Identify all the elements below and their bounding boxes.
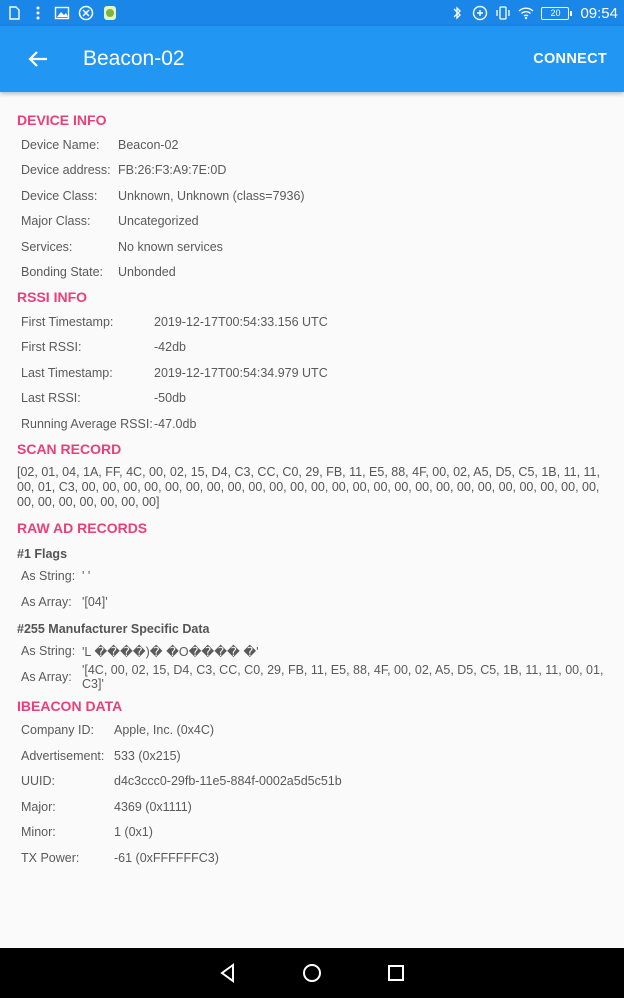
info-row (17, 589, 617, 615)
info-value: -61 (0xFFFFFFC3) (114, 850, 219, 865)
section-title-device-info: DEVICE INFO (17, 112, 107, 128)
info-label: Bonding State: (21, 265, 104, 280)
navigation-bar (0, 948, 624, 998)
info-row (17, 564, 617, 590)
recents-square-icon[interactable] (385, 962, 407, 984)
connect-button[interactable]: CONNECT (533, 51, 607, 67)
info-value: FB:26:F3:A9:7E:0D (118, 163, 227, 178)
info-label: UUID: (21, 774, 56, 789)
info-row (17, 820, 617, 846)
rssi-info-list (17, 309, 617, 437)
battery-indicator: 20 (541, 7, 569, 20)
section-title-raw-ad-records: RAW AD RECORDS (17, 519, 148, 536)
info-row (17, 794, 617, 820)
info-value: d4c3ccc0-29fb-11e5-884f-0002a5d5c51b (114, 774, 342, 789)
info-row (17, 664, 617, 690)
info-value: Apple, Inc. (0x4C) (114, 723, 215, 738)
info-label: Major: (21, 799, 56, 814)
info-label: First RSSI: (21, 340, 82, 355)
vibrate-icon (495, 5, 511, 21)
info-value: Unbonded (118, 265, 176, 280)
bluetooth-icon (449, 5, 465, 21)
back-triangle-icon[interactable] (217, 962, 239, 984)
info-label: Running Average RSSI: (21, 416, 153, 431)
app-bar (0, 26, 624, 92)
info-label: Services: (21, 239, 73, 254)
info-value: Beacon-02 (118, 137, 179, 152)
info-row (17, 845, 617, 871)
info-row (17, 360, 617, 386)
info-label: Advertisement: (21, 748, 105, 763)
info-value: 533 (0x215) (114, 748, 181, 763)
sim-icon (6, 5, 22, 21)
info-label: Device Class: (21, 188, 98, 203)
info-row (17, 335, 617, 361)
info-value: No known services (118, 239, 223, 254)
info-value: -47.0db (154, 416, 197, 431)
info-row (17, 411, 617, 437)
status-bar (0, 0, 624, 26)
section-title-rssi-info: RSSI INFO (17, 289, 88, 305)
clock: 09:54 (580, 4, 618, 22)
info-row (17, 743, 617, 769)
info-row (17, 309, 617, 335)
info-label: Last Timestamp: (21, 365, 113, 380)
section-title-ibeacon-data: IBEACON DATA (17, 697, 123, 714)
info-value: 'L ����)� �O���� �' (82, 644, 259, 659)
info-value: Uncategorized (118, 214, 199, 229)
info-row (17, 386, 617, 412)
info-value: 2019-12-17T00:54:33.156 UTC (154, 314, 328, 329)
info-row (17, 769, 617, 795)
info-value: '[4C, 00, 02, 15, D4, C3, CC, C0, 29, FB, 11, E5, 88, 4F, 00, 02, A5, D5, C5, 1B, 11, 11, 00, 01, C3]' (82, 662, 604, 691)
info-row (17, 132, 617, 158)
image-icon (54, 5, 70, 21)
info-value: -42db (154, 340, 186, 355)
info-label: Device address: (21, 163, 111, 178)
device-details (17, 108, 617, 871)
ad-record-title: #1 Flags (17, 546, 68, 561)
info-label: First Timestamp: (21, 314, 114, 329)
info-value: -50db (154, 391, 186, 406)
info-row (17, 183, 617, 209)
android-icon (102, 5, 118, 21)
info-value: 4369 (0x1111) (114, 799, 192, 814)
info-label: Company ID: (21, 723, 94, 738)
data-saver-icon (472, 5, 488, 21)
scan-record-value: [02, 01, 04, 1A, FF, 4C, 00, 02, 15, D4, C3, CC, C0, 29, FB, 11, E5, 88, 4F, 00, 02, A5, D5, C5, 1B, 11, 11, 00, 01, C3, 00, 00, 00, 00, 00, 00, 00, 00, 00, 00, 00, 00, 00, 00, 00, 00, 00, 00, 00, 00, 00, 00, 00, 00, 00, 00, 00, 00, 00, 00, 00, 00] (17, 464, 600, 509)
info-row (17, 209, 617, 235)
info-row (17, 158, 617, 184)
wifi-icon (518, 5, 534, 21)
info-row (17, 718, 617, 744)
ad-record-title: #255 Manufacturer Specific Data (17, 621, 210, 636)
info-label: As String: (21, 644, 76, 659)
section-title-scan-record: SCAN RECORD (17, 440, 122, 457)
back-button[interactable] (14, 35, 62, 83)
info-row (17, 260, 617, 286)
info-label: Last RSSI: (21, 391, 81, 406)
ad-record-rows (17, 564, 617, 615)
info-label: TX Power: (21, 850, 80, 865)
ad-record-rows (17, 639, 617, 690)
cancel-icon (78, 5, 94, 21)
device-info-list (17, 132, 617, 285)
info-label: As Array: (21, 669, 72, 684)
page-title: Beacon-02 (83, 47, 185, 70)
info-label: Major Class: (21, 214, 91, 229)
info-value: 2019-12-17T00:54:34.979 UTC (154, 365, 328, 380)
info-label: Minor: (21, 825, 56, 840)
info-value: ' ' (82, 569, 91, 584)
info-value: 1 (0x1) (114, 825, 153, 840)
info-row (17, 639, 617, 665)
home-circle-icon[interactable] (301, 962, 323, 984)
ibeacon-data-list (17, 718, 617, 871)
more-vert-icon (30, 5, 46, 21)
info-label: As String: (21, 569, 76, 584)
info-label: As Array: (21, 594, 72, 609)
info-value: '[04]' (82, 594, 108, 609)
info-row (17, 234, 617, 260)
info-value: Unknown, Unknown (class=7936) (118, 188, 305, 203)
arrow-back-icon (27, 48, 49, 70)
info-label: Device Name: (21, 137, 100, 152)
